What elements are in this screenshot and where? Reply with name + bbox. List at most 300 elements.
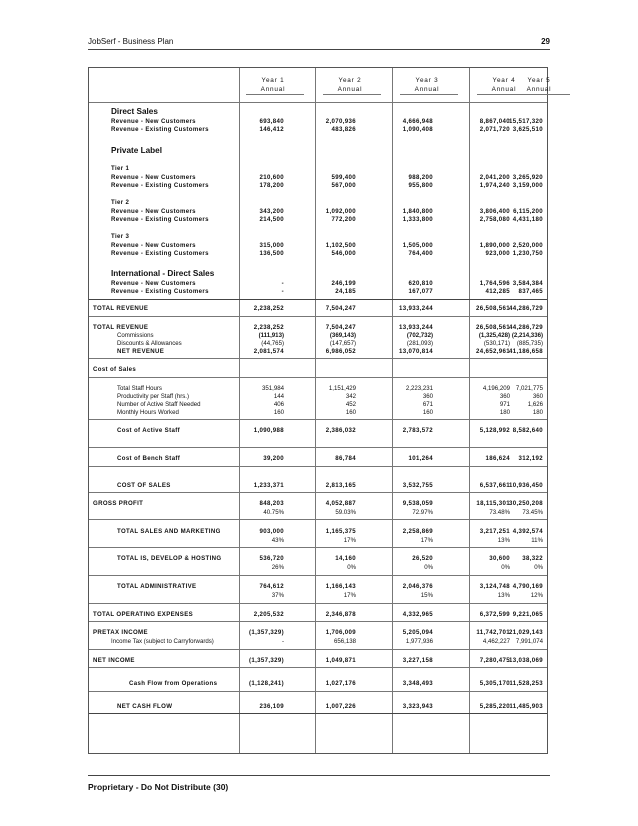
table-row xyxy=(89,427,547,435)
row-label: Income Tax (subject to Carryforwards) xyxy=(111,638,214,645)
row-label: TOTAL REVENUE xyxy=(93,305,149,312)
table-cell: 7,504,247 xyxy=(325,305,356,312)
header-divider xyxy=(89,102,547,103)
table-cell: 73.48% xyxy=(489,509,510,516)
table-cell: 412,285 xyxy=(485,288,510,295)
table-row xyxy=(89,657,547,665)
table-cell: 343,200 xyxy=(259,208,284,215)
table-cell: 2,081,574 xyxy=(253,348,284,355)
table-row xyxy=(89,537,547,545)
table-cell: 3,806,400 xyxy=(479,208,510,215)
table-cell: 1,890,000 xyxy=(479,242,510,249)
row-label: GROSS PROFIT xyxy=(93,500,144,507)
row-label: Revenue - New Customers xyxy=(111,118,196,125)
table-cell: (147,657) xyxy=(329,340,356,347)
row-divider xyxy=(89,492,547,493)
table-cell: 360 xyxy=(422,393,433,400)
table-cell: 30,250,208 xyxy=(509,500,543,507)
table-cell: 24,652,961 xyxy=(476,348,510,355)
table-cell: 4,666,948 xyxy=(402,118,433,125)
table-cell: 86,784 xyxy=(335,455,356,462)
table-row xyxy=(89,147,547,155)
table-cell: (44,765) xyxy=(261,340,284,347)
table-cell: 483,826 xyxy=(331,126,356,133)
row-label: Cost of Active Staff xyxy=(117,427,180,434)
table-cell: 41,186,658 xyxy=(509,348,543,355)
table-cell: 6,115,200 xyxy=(513,208,543,215)
row-divider xyxy=(89,316,547,317)
table-row xyxy=(89,385,547,393)
table-row xyxy=(89,280,547,288)
table-cell: 955,800 xyxy=(408,182,433,189)
row-divider xyxy=(89,358,547,359)
table-row xyxy=(89,583,547,591)
row-label: Revenue - Existing Customers xyxy=(111,182,209,189)
table-cell: 3,348,493 xyxy=(402,680,433,687)
table-cell: 3,217,251 xyxy=(479,528,510,535)
table-cell: 8,867,040 xyxy=(479,118,510,125)
table-cell: 4,052,887 xyxy=(325,500,356,507)
table-cell: 1,151,429 xyxy=(328,385,356,392)
table-cell: (2,214,336) xyxy=(511,332,543,339)
table-cell: 2,346,878 xyxy=(325,611,356,618)
table-cell: 4,332,965 xyxy=(402,611,433,618)
header-underline xyxy=(246,94,304,95)
row-divider xyxy=(89,377,547,378)
column-header xyxy=(238,76,308,94)
table-row xyxy=(89,528,547,536)
column-subtitle: Annual xyxy=(526,86,552,93)
row-divider xyxy=(89,547,547,548)
document-title: JobSerf - Business Plan xyxy=(88,37,174,46)
table-cell: 13% xyxy=(497,537,510,544)
table-cell: 452 xyxy=(345,401,356,408)
table-cell: 837,465 xyxy=(518,288,543,295)
table-cell: 342 xyxy=(345,393,356,400)
table-row xyxy=(89,324,547,332)
page-header xyxy=(88,33,550,50)
column-subtitle: Annual xyxy=(491,86,517,93)
table-cell: 5,285,220 xyxy=(479,703,510,710)
table-cell: (1,128,241) xyxy=(248,680,284,687)
table-cell: 1,027,176 xyxy=(325,680,356,687)
row-label: Revenue - Existing Customers xyxy=(111,288,209,295)
table-cell: 24,185 xyxy=(335,288,356,295)
table-cell: 1,230,750 xyxy=(512,250,543,257)
table-row xyxy=(89,409,547,417)
page-footer: Proprietary - Do Not Distribute (30) xyxy=(88,775,550,792)
table-cell: 1,626 xyxy=(527,401,543,408)
table-cell: 160 xyxy=(345,409,356,416)
table-cell: 0% xyxy=(534,564,543,571)
table-cell: 11,742,701 xyxy=(476,629,510,636)
table-row xyxy=(89,680,547,688)
table-cell: 971 xyxy=(499,401,510,408)
table-row xyxy=(89,332,547,340)
table-row xyxy=(89,242,547,250)
table-row xyxy=(89,564,547,572)
table-cell: 7,991,074 xyxy=(515,638,543,645)
table-row xyxy=(89,288,547,296)
row-label: NET REVENUE xyxy=(117,348,165,355)
table-cell: 2,070,936 xyxy=(325,118,356,125)
table-cell: 1,092,000 xyxy=(325,208,356,215)
table-cell: 923,000 xyxy=(485,250,510,257)
table-row xyxy=(89,174,547,182)
column-subtitle: Annual xyxy=(414,86,440,93)
row-label: NET INCOME xyxy=(93,657,135,664)
row-label: Direct Sales xyxy=(111,107,158,116)
table-cell: 0% xyxy=(501,564,510,571)
table-cell: 0% xyxy=(347,564,356,571)
row-divider xyxy=(89,419,547,420)
table-cell: 903,000 xyxy=(259,528,284,535)
table-cell: 101,264 xyxy=(408,455,433,462)
row-label: COST OF SALES xyxy=(117,482,171,489)
table-cell: 1,706,009 xyxy=(325,629,356,636)
row-label: Tier 2 xyxy=(111,199,130,206)
table-cell: 2,046,376 xyxy=(402,583,433,590)
table-cell: 186,624 xyxy=(485,455,510,462)
row-label: Commissions xyxy=(117,332,154,339)
table-row xyxy=(89,208,547,216)
table-cell: 39,200 xyxy=(263,455,284,462)
table-cell: 2,783,572 xyxy=(402,427,433,434)
table-cell: 1,007,226 xyxy=(325,703,356,710)
table-cell: 17% xyxy=(420,537,433,544)
table-cell: 5,128,992 xyxy=(479,427,510,434)
table-cell: 2,520,000 xyxy=(512,242,543,249)
table-row xyxy=(89,611,547,619)
table-cell: 7,280,475 xyxy=(479,657,510,664)
row-label: Revenue - Existing Customers xyxy=(111,250,209,257)
row-divider xyxy=(89,519,547,520)
row-label: International - Direct Sales xyxy=(111,269,215,278)
table-cell: 160 xyxy=(273,409,284,416)
table-cell: 13,933,244 xyxy=(399,324,433,331)
table-cell: 73.45% xyxy=(522,509,543,516)
table-cell: 6,372,599 xyxy=(479,611,510,618)
row-label: Revenue - New Customers xyxy=(111,242,196,249)
table-row xyxy=(89,348,547,356)
table-cell: 21,029,143 xyxy=(509,629,543,636)
table-cell: 360 xyxy=(532,393,543,400)
row-label: TOTAL ADMINISTRATIVE xyxy=(117,583,197,590)
table-cell: 44,286,729 xyxy=(509,324,543,331)
row-label: Revenue - New Customers xyxy=(111,280,196,287)
row-label: Cost of Sales xyxy=(93,366,137,373)
table-cell: 4,392,574 xyxy=(512,528,543,535)
table-cell: 10,936,450 xyxy=(509,482,543,489)
row-label: TOTAL SALES AND MARKETING xyxy=(117,528,221,535)
table-cell: 214,500 xyxy=(259,216,284,223)
table-cell: 1,333,800 xyxy=(402,216,433,223)
table-cell: 14,160 xyxy=(335,555,356,562)
table-cell: 4,462,227 xyxy=(482,638,510,645)
table-cell: 26,508,561 xyxy=(476,305,510,312)
table-cell: 3,227,158 xyxy=(402,657,433,664)
column-title: Year 1 xyxy=(261,77,285,84)
table-cell: 671 xyxy=(422,401,433,408)
row-divider xyxy=(89,447,547,448)
column-title: Year 4 xyxy=(492,77,516,84)
table-cell: 764,400 xyxy=(408,250,433,257)
table-cell: 17% xyxy=(343,537,356,544)
row-divider xyxy=(89,575,547,576)
table-cell: - xyxy=(281,288,284,295)
table-cell: 13,070,814 xyxy=(399,348,433,355)
row-label: TOTAL REVENUE xyxy=(93,324,149,331)
table-cell: (1,357,329) xyxy=(248,629,284,636)
row-label: Tier 1 xyxy=(111,165,130,172)
table-cell: (369,143) xyxy=(329,332,356,339)
table-cell: 59.03% xyxy=(335,509,356,516)
table-row xyxy=(89,455,547,463)
table-cell: 9,538,059 xyxy=(402,500,433,507)
table-cell: 5,305,170 xyxy=(479,680,510,687)
table-cell: 3,159,000 xyxy=(512,182,543,189)
table-cell: 2,386,032 xyxy=(325,427,356,434)
table-cell: 656,138 xyxy=(333,638,356,645)
header-underline xyxy=(512,94,570,95)
table-cell: 546,000 xyxy=(331,250,356,257)
table-cell: 1,090,408 xyxy=(402,126,433,133)
table-row xyxy=(89,305,547,313)
table-row xyxy=(89,629,547,637)
row-label: Revenue - New Customers xyxy=(111,174,196,181)
column-title: Year 2 xyxy=(338,77,362,84)
table-row xyxy=(89,393,547,401)
row-label: Tier 3 xyxy=(111,233,130,240)
table-cell: 4,431,180 xyxy=(512,216,543,223)
table-row xyxy=(89,233,547,241)
table-cell: (702,732) xyxy=(406,332,433,339)
table-cell: 2,223,231 xyxy=(405,385,433,392)
table-cell: 13,038,069 xyxy=(509,657,543,664)
table-cell: 693,840 xyxy=(259,118,284,125)
table-cell: 11,485,903 xyxy=(509,703,543,710)
table-row xyxy=(89,509,547,517)
table-cell: (111,913) xyxy=(258,332,284,339)
table-cell: 11,528,253 xyxy=(509,680,543,687)
table-cell: 136,500 xyxy=(259,250,284,257)
table-cell: 18,115,301 xyxy=(476,500,510,507)
table-row xyxy=(89,182,547,190)
table-row xyxy=(89,555,547,563)
table-cell: 40.75% xyxy=(263,509,284,516)
column-subtitle: Annual xyxy=(260,86,286,93)
row-label: NET CASH FLOW xyxy=(117,703,173,710)
row-label: TOTAL OPERATING EXPENSES xyxy=(93,611,194,618)
table-cell: 178,200 xyxy=(259,182,284,189)
table-cell: 167,077 xyxy=(408,288,433,295)
row-label: Number of Active Staff Needed xyxy=(117,401,201,408)
header-underline xyxy=(400,94,458,95)
table-cell: 6,537,661 xyxy=(479,482,510,489)
table-cell: 26% xyxy=(271,564,284,571)
table-cell: 1,233,371 xyxy=(253,482,284,489)
table-cell: 17% xyxy=(343,592,356,599)
table-row xyxy=(89,638,547,646)
table-row xyxy=(89,126,547,134)
table-row xyxy=(89,199,547,207)
table-cell: 38,322 xyxy=(522,555,543,562)
table-cell: 37% xyxy=(271,592,284,599)
table-cell: 2,238,252 xyxy=(253,305,284,312)
row-divider xyxy=(89,691,547,692)
table-cell: 4,790,169 xyxy=(512,583,543,590)
table-cell: 3,625,510 xyxy=(512,126,543,133)
table-cell: 7,504,247 xyxy=(325,324,356,331)
table-cell: 160 xyxy=(422,409,433,416)
table-cell: 13,933,244 xyxy=(399,305,433,312)
table-cell: 43% xyxy=(271,537,284,544)
table-row xyxy=(89,366,547,374)
table-cell: 1,974,240 xyxy=(479,182,510,189)
row-label: Total Staff Hours xyxy=(117,385,162,392)
table-cell: (1,357,329) xyxy=(248,657,284,664)
table-cell: 1,166,143 xyxy=(325,583,356,590)
row-label: Discounts & Allowances xyxy=(117,340,182,347)
table-cell: (1,325,428) xyxy=(478,332,510,339)
table-cell: 246,199 xyxy=(331,280,356,287)
table-cell: 764,612 xyxy=(259,583,284,590)
header-underline xyxy=(323,94,381,95)
table-cell: 13% xyxy=(497,592,510,599)
table-cell: 1,977,936 xyxy=(405,638,433,645)
table-cell: 1,102,500 xyxy=(325,242,356,249)
row-label: Revenue - New Customers xyxy=(111,208,196,215)
table-cell: (281,093) xyxy=(406,340,433,347)
table-cell: 3,323,943 xyxy=(402,703,433,710)
table-cell: 312,192 xyxy=(518,455,543,462)
table-row xyxy=(89,108,547,116)
row-divider xyxy=(89,621,547,622)
table-cell: 772,200 xyxy=(331,216,356,223)
table-cell: 210,600 xyxy=(259,174,284,181)
row-label: Productivity per Staff (hrs.) xyxy=(117,393,190,400)
table-row xyxy=(89,340,547,348)
table-row xyxy=(89,250,547,258)
table-cell: - xyxy=(281,280,284,287)
table-cell: 3,265,920 xyxy=(512,174,543,181)
row-label: Monthly Hours Worked xyxy=(117,409,179,416)
row-label: Revenue - Existing Customers xyxy=(111,126,209,133)
table-cell: 2,758,080 xyxy=(479,216,510,223)
column-header xyxy=(392,76,462,94)
table-cell: 351,984 xyxy=(261,385,284,392)
table-cell: 72.97% xyxy=(412,509,433,516)
table-row xyxy=(89,500,547,508)
row-divider xyxy=(89,649,547,650)
table-cell: (885,735) xyxy=(516,340,543,347)
table-cell: 1,505,000 xyxy=(402,242,433,249)
table-cell: 315,000 xyxy=(259,242,284,249)
table-row xyxy=(89,703,547,711)
table-cell: 0% xyxy=(424,564,433,571)
table-cell: 30,600 xyxy=(489,555,510,562)
column-subtitle: Annual xyxy=(337,86,363,93)
row-divider xyxy=(89,299,547,300)
table-row xyxy=(89,592,547,600)
table-cell: 536,720 xyxy=(259,555,284,562)
table-cell: 144 xyxy=(273,393,284,400)
table-row xyxy=(89,118,547,126)
table-cell: 5,205,094 xyxy=(402,629,433,636)
row-label: Cost of Bench Staff xyxy=(117,455,181,462)
row-label: Private Label xyxy=(111,146,162,155)
table-cell: 2,205,532 xyxy=(253,611,284,618)
table-cell: (530,171) xyxy=(483,340,510,347)
table-cell: 567,000 xyxy=(331,182,356,189)
table-row xyxy=(89,270,547,278)
table-cell: 146,412 xyxy=(259,126,284,133)
table-cell: 6,986,052 xyxy=(325,348,356,355)
table-cell: 12% xyxy=(530,592,543,599)
row-divider xyxy=(89,466,547,467)
table-row xyxy=(89,165,547,173)
table-cell: 9,221,065 xyxy=(512,611,543,618)
table-row xyxy=(89,482,547,490)
table-cell: 1,090,988 xyxy=(253,427,284,434)
table-cell: 620,810 xyxy=(408,280,433,287)
table-cell: 180 xyxy=(499,409,510,416)
column-title: Year 3 xyxy=(415,77,439,84)
row-label: TOTAL IS, DEVELOP & HOSTING xyxy=(117,555,222,562)
table-cell: 1,049,871 xyxy=(325,657,356,664)
column-title: Year 5 xyxy=(527,77,551,84)
table-cell: 1,764,596 xyxy=(479,280,510,287)
table-row xyxy=(89,216,547,224)
table-cell: 8,582,640 xyxy=(512,427,543,434)
row-label: PRETAX INCOME xyxy=(93,629,148,636)
table-cell: 15,517,320 xyxy=(509,118,543,125)
table-cell: 2,071,720 xyxy=(479,126,510,133)
table-cell: 15% xyxy=(420,592,433,599)
table-cell: 406 xyxy=(273,401,284,408)
table-cell: 599,400 xyxy=(331,174,356,181)
table-cell: 360 xyxy=(499,393,510,400)
row-divider xyxy=(89,603,547,604)
table-cell: 848,203 xyxy=(259,500,284,507)
table-cell: 44,286,729 xyxy=(509,305,543,312)
table-cell: 236,109 xyxy=(259,703,284,710)
row-label: Cash Flow from Operations xyxy=(129,680,218,687)
table-cell: 2,238,252 xyxy=(253,324,284,331)
table-cell: 2,041,200 xyxy=(479,174,510,181)
row-divider xyxy=(89,667,547,668)
column-header xyxy=(504,76,574,94)
table-cell: 3,584,384 xyxy=(512,280,543,287)
table-cell: 4,196,209 xyxy=(482,385,510,392)
row-divider xyxy=(89,713,547,714)
table-cell: 2,813,165 xyxy=(325,482,356,489)
table-cell: 1,165,375 xyxy=(325,528,356,535)
table-cell: 26,508,561 xyxy=(476,324,510,331)
table-cell: 3,532,755 xyxy=(402,482,433,489)
financial-table xyxy=(88,67,552,754)
column-header xyxy=(315,76,385,94)
table-cell: - xyxy=(281,638,284,645)
table-cell: 988,200 xyxy=(408,174,433,181)
table-row xyxy=(89,401,547,409)
table-cell: 26,520 xyxy=(412,555,433,562)
table-cell: 2,258,869 xyxy=(402,528,433,535)
table-cell: 180 xyxy=(532,409,543,416)
table-cell: 3,124,748 xyxy=(479,583,510,590)
table-cell: 7,021,775 xyxy=(515,385,543,392)
page-number: 29 xyxy=(541,37,550,46)
